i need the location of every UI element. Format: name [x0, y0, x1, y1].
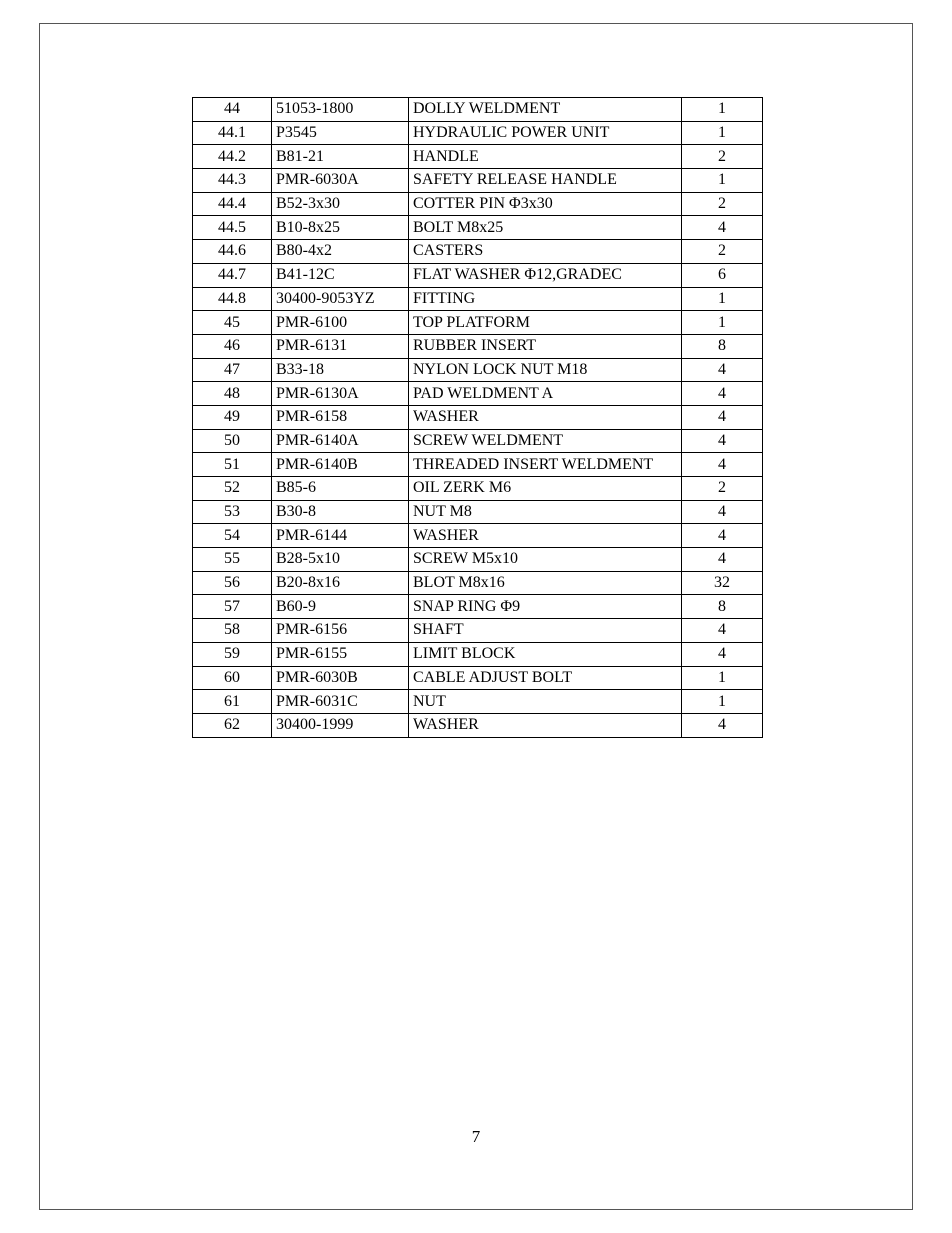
table-row — [193, 619, 763, 643]
table-row — [193, 524, 763, 548]
table-row — [193, 287, 763, 311]
item-number-cell: 46 — [193, 334, 272, 358]
quantity-cell: 2 — [682, 240, 763, 264]
item-number-cell: 59 — [193, 642, 272, 666]
table-row — [193, 121, 763, 145]
quantity-cell: 4 — [682, 619, 763, 643]
table-row — [193, 690, 763, 714]
quantity-cell: 8 — [682, 334, 763, 358]
part-number-cell: PMR-6030A — [272, 169, 409, 193]
description-cell: SCREW M5x10 — [409, 548, 682, 572]
part-number-cell: PMR-6156 — [272, 619, 409, 643]
item-number-cell: 44.5 — [193, 216, 272, 240]
part-number-cell: B10-8x25 — [272, 216, 409, 240]
table-row — [193, 358, 763, 382]
table-row — [193, 595, 763, 619]
item-number-cell: 44.4 — [193, 192, 272, 216]
table-row — [193, 216, 763, 240]
description-cell: CASTERS — [409, 240, 682, 264]
item-number-cell: 51 — [193, 453, 272, 477]
item-number-cell: 54 — [193, 524, 272, 548]
part-number-cell: PMR-6031C — [272, 690, 409, 714]
description-cell: TOP PLATFORM — [409, 311, 682, 335]
description-cell: SCREW WELDMENT — [409, 429, 682, 453]
table-row — [193, 334, 763, 358]
table-row — [193, 548, 763, 572]
item-number-cell: 47 — [193, 358, 272, 382]
item-number-cell: 45 — [193, 311, 272, 335]
quantity-cell: 1 — [682, 666, 763, 690]
description-cell: PAD WELDMENT A — [409, 382, 682, 406]
description-cell: LIMIT BLOCK — [409, 642, 682, 666]
item-number-cell: 50 — [193, 429, 272, 453]
part-number-cell: PMR-6155 — [272, 642, 409, 666]
table-row — [193, 311, 763, 335]
part-number-cell: B41-12C — [272, 263, 409, 287]
item-number-cell: 56 — [193, 571, 272, 595]
table-row — [193, 382, 763, 406]
quantity-cell: 4 — [682, 524, 763, 548]
item-number-cell: 61 — [193, 690, 272, 714]
part-number-cell: B33-18 — [272, 358, 409, 382]
description-cell: RUBBER INSERT — [409, 334, 682, 358]
part-number-cell: 51053-1800 — [272, 98, 409, 122]
quantity-cell: 4 — [682, 358, 763, 382]
item-number-cell: 44.8 — [193, 287, 272, 311]
description-cell: NYLON LOCK NUT M18 — [409, 358, 682, 382]
table-row — [193, 429, 763, 453]
quantity-cell: 1 — [682, 98, 763, 122]
item-number-cell: 44.3 — [193, 169, 272, 193]
description-cell: COTTER PIN Φ3x30 — [409, 192, 682, 216]
item-number-cell: 55 — [193, 548, 272, 572]
part-number-cell: B85-6 — [272, 477, 409, 501]
description-cell: NUT M8 — [409, 500, 682, 524]
part-number-cell: B52-3x30 — [272, 192, 409, 216]
description-cell: CABLE ADJUST BOLT — [409, 666, 682, 690]
item-number-cell: 53 — [193, 500, 272, 524]
description-cell: HYDRAULIC POWER UNIT — [409, 121, 682, 145]
description-cell: BOLT M8x25 — [409, 216, 682, 240]
part-number-cell: PMR-6100 — [272, 311, 409, 335]
quantity-cell: 4 — [682, 453, 763, 477]
description-cell: WASHER — [409, 524, 682, 548]
quantity-cell: 4 — [682, 429, 763, 453]
item-number-cell: 62 — [193, 713, 272, 737]
table-row — [193, 477, 763, 501]
table-row — [193, 98, 763, 122]
item-number-cell: 44.1 — [193, 121, 272, 145]
quantity-cell: 1 — [682, 169, 763, 193]
quantity-cell: 1 — [682, 121, 763, 145]
item-number-cell: 49 — [193, 405, 272, 429]
quantity-cell: 2 — [682, 145, 763, 169]
parts-table-body — [193, 98, 763, 738]
table-row — [193, 453, 763, 477]
part-number-cell: PMR-6030B — [272, 666, 409, 690]
item-number-cell: 44.2 — [193, 145, 272, 169]
quantity-cell: 4 — [682, 500, 763, 524]
part-number-cell: PMR-6140A — [272, 429, 409, 453]
item-number-cell: 44.7 — [193, 263, 272, 287]
description-cell: DOLLY WELDMENT — [409, 98, 682, 122]
part-number-cell: PMR-6140B — [272, 453, 409, 477]
quantity-cell: 4 — [682, 405, 763, 429]
part-number-cell: PMR-6131 — [272, 334, 409, 358]
page-number: 7 — [471, 1127, 481, 1146]
quantity-cell: 1 — [682, 287, 763, 311]
item-number-cell: 60 — [193, 666, 272, 690]
table-row — [193, 192, 763, 216]
quantity-cell: 8 — [682, 595, 763, 619]
part-number-cell: P3545 — [272, 121, 409, 145]
table-row — [193, 500, 763, 524]
part-number-cell: B28-5x10 — [272, 548, 409, 572]
table-row — [193, 169, 763, 193]
quantity-cell: 4 — [682, 382, 763, 406]
description-cell: HANDLE — [409, 145, 682, 169]
part-number-cell: B60-9 — [272, 595, 409, 619]
description-cell: SNAP RING Φ9 — [409, 595, 682, 619]
quantity-cell: 6 — [682, 263, 763, 287]
quantity-cell: 4 — [682, 216, 763, 240]
quantity-cell: 4 — [682, 548, 763, 572]
part-number-cell: B80-4x2 — [272, 240, 409, 264]
table-row — [193, 571, 763, 595]
part-number-cell: B20-8x16 — [272, 571, 409, 595]
description-cell: OIL ZERK M6 — [409, 477, 682, 501]
quantity-cell: 2 — [682, 477, 763, 501]
part-number-cell: B30-8 — [272, 500, 409, 524]
quantity-cell: 32 — [682, 571, 763, 595]
table-row — [193, 405, 763, 429]
quantity-cell: 4 — [682, 642, 763, 666]
description-cell: NUT — [409, 690, 682, 714]
part-number-cell: PMR-6144 — [272, 524, 409, 548]
quantity-cell: 4 — [682, 713, 763, 737]
table-row — [193, 263, 763, 287]
item-number-cell: 52 — [193, 477, 272, 501]
table-row — [193, 240, 763, 264]
description-cell: THREADED INSERT WELDMENT — [409, 453, 682, 477]
table-row — [193, 666, 763, 690]
table-row — [193, 713, 763, 737]
item-number-cell: 44.6 — [193, 240, 272, 264]
description-cell: SHAFT — [409, 619, 682, 643]
table-row — [193, 145, 763, 169]
description-cell: WASHER — [409, 405, 682, 429]
description-cell: BLOT M8x16 — [409, 571, 682, 595]
table-row — [193, 642, 763, 666]
part-number-cell: PMR-6130A — [272, 382, 409, 406]
description-cell: SAFETY RELEASE HANDLE — [409, 169, 682, 193]
part-number-cell: B81-21 — [272, 145, 409, 169]
description-cell: FLAT WASHER Φ12,GRADEC — [409, 263, 682, 287]
item-number-cell: 58 — [193, 619, 272, 643]
description-cell: FITTING — [409, 287, 682, 311]
description-cell: WASHER — [409, 713, 682, 737]
part-number-cell: PMR-6158 — [272, 405, 409, 429]
item-number-cell: 44 — [193, 98, 272, 122]
item-number-cell: 48 — [193, 382, 272, 406]
part-number-cell: 30400-9053YZ — [272, 287, 409, 311]
item-number-cell: 57 — [193, 595, 272, 619]
quantity-cell: 1 — [682, 311, 763, 335]
quantity-cell: 2 — [682, 192, 763, 216]
parts-table — [192, 97, 763, 738]
quantity-cell: 1 — [682, 690, 763, 714]
part-number-cell: 30400-1999 — [272, 713, 409, 737]
